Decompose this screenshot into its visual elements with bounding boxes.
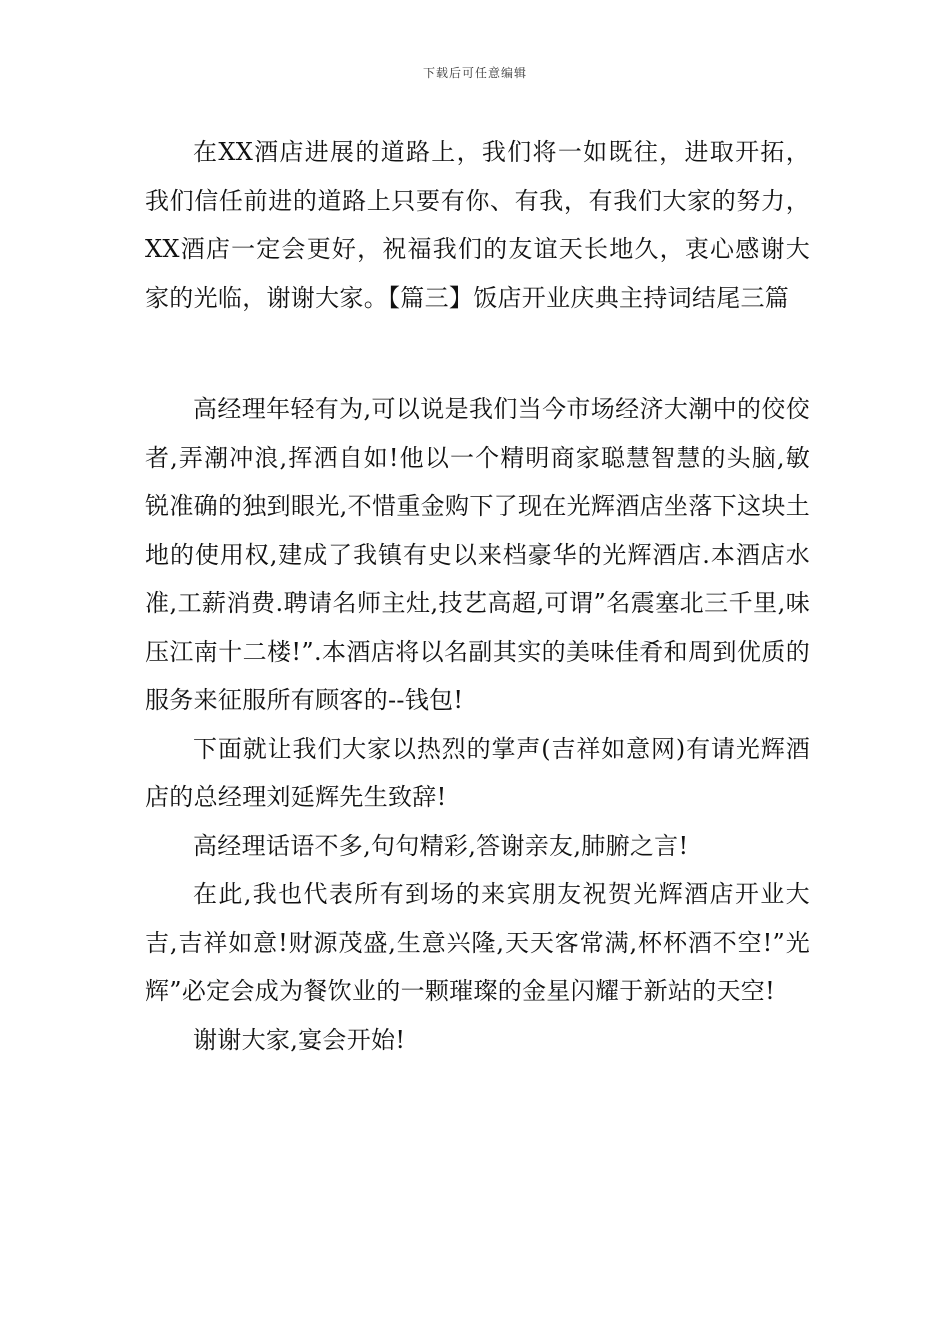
paragraph-invite-speech: 下面就让我们大家以热烈的掌声(吉祥如意网)有请光辉酒店的总经理刘延辉先生致辞! [145,734,810,811]
document-body [145,128,810,1064]
paragraph-thanks: 高经理话语不多,句句精彩,答谢亲友,肺腑之言! [193,831,689,860]
paragraph-spacer [145,322,810,385]
paragraph-banquet-start: 谢谢大家,宴会开始! [193,1025,406,1054]
page-header: 下载后可任意编辑 [422,66,527,80]
paragraph-closing-remarks: 在XX酒店进展的道路上，我们将一如既往，进取开拓，我们信任前进的道路上只要有你、有我，有我们大家的努力，XX酒店一定会更好，祝福我们的友谊天长地久，衷心感谢大家的光临，谢谢大家。【篇三】饭店开业庆典主持词结尾三篇 [145,138,810,312]
paragraph-manager-praise: 高经理年轻有为,可以说是我们当今市场经济大潮中的佼佼者,弄潮冲浪,挥洒自如!他以一个精明商家聪慧智慧的头脑,敏锐准确的独到眼光,不惜重金购下了现在光辉酒店坐落下这块土地的使用权,建成了我镇有史以来档豪华的光辉酒店.本酒店水准,工薪消费.聘请名师主灶,技艺高超,可谓”名震塞北三千里,味压江南十二楼!”.本酒店将以名副其实的美味佳肴和周到优质的服务来征服所有顾客的--钱包! [145,395,810,714]
paragraph-congratulations: 在此,我也代表所有到场的来宾朋友祝贺光辉酒店开业大吉,吉祥如意!财源茂盛,生意兴隆,天天客常满,杯杯酒不空!”光辉”必定会成为餐饮业的一颗璀璨的金星闪耀于新站的天空! [145,880,810,1005]
